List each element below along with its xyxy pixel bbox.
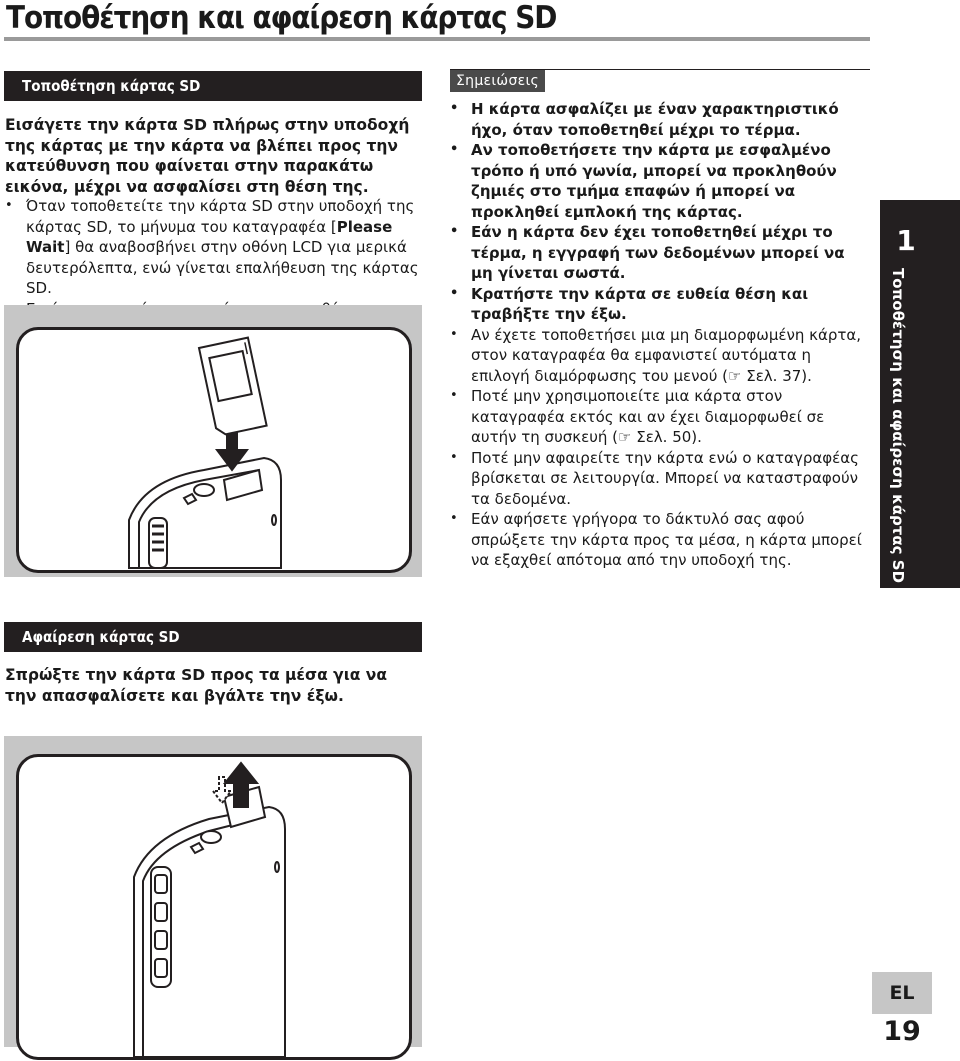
section-header-remove: Αφαίρεση κάρτας SD [4, 622, 422, 652]
note-item: • Αν έχετε τοποθετήσει μια μη διαμορφωμένη κάρτα, στον καταγραφέα θα εμφανιστεί αυτόματα η επιλογή διαμόρφωσης του μενού (☞ Σελ. 37). [450, 325, 870, 387]
page-number: 19 [883, 1016, 921, 1047]
note-item: • Εάν αφήσετε γρήγορα το δάκτυλό σας αφού σπρώξετε την κάρτα προς τα μέσα, η κάρτα μπορεί να εξαχθεί απότομα από την υποδοχή της. [450, 509, 870, 571]
figure-panel [16, 327, 412, 573]
notes-label: Σημειώσεις [450, 70, 545, 92]
notes-list [450, 99, 870, 571]
insert-bullet-1: • Όταν τοποθετείτε την κάρτα SD στην υποδοχή της κάρτας SD, το μήνυμα του καταγραφέα [Please Wait] θα αναβοσβήνει στην οθόνη LCD για μερικά δευτερόλεπτα, ενώ γίνεται επαλήθευση της κάρτας SD. [5, 196, 423, 299]
chapter-side-label: Τοποθέτηση και αφαίρεση κάρτας SD [889, 268, 907, 584]
remove-figure [4, 736, 422, 1047]
insert-figure [4, 305, 422, 577]
section-header-insert: Τοποθέτηση κάρτας SD [4, 71, 422, 101]
note-item: • Αν τοποθετήσετε την κάρτα με εσφαλμένο τρόπο ή υπό γωνία, μπορεί να προκληθούν ζημιές στο τμήμα επαφών ή μπορεί να προκληθεί εμπλοκή της κάρτας. [450, 140, 870, 222]
chapter-number: 1 [896, 224, 916, 257]
figure-panel [16, 754, 412, 1060]
note-item: • Κρατήστε την κάρτα σε ευθεία θέση και τραβήξτε την έξω. [450, 284, 870, 325]
note-item: • Ποτέ μην αφαιρείτε την κάρτα ενώ ο καταγραφέας βρίσκεται σε λειτουργία. Μπορεί να καταστραφούν τα δεδομένα. [450, 448, 870, 510]
note-item: • Η κάρτα ασφαλίζει με έναν χαρακτηριστικό ήχο, όταν τοποθετηθεί μέχρι το τέρμα. [450, 99, 870, 140]
title-rule [4, 37, 870, 41]
remove-lead-text: Σπρώξτε την κάρτα SD προς τα μέσα για να την απασφαλίσετε και βγάλτε την έξω. [5, 666, 388, 705]
insert-bullets [5, 196, 423, 319]
note-item: • Ποτέ μην χρησιμοποιείτε μια κάρτα στον καταγραφέα εκτός και αν έχει διαμορφωθεί σε αυτήν τη συσκευή (☞ Σελ. 50). [450, 386, 870, 448]
insert-lead-text: Εισάγετε την κάρτα SD πλήρως στην υποδοχή της κάρτας με την κάρτα να βλέπει προς την κατεύθυνση που φαίνεται στην παρακάτω εικόνα, μέχρι να ασφαλίσει στη θέση της. [5, 116, 410, 196]
note-item: • Εάν η κάρτα δεν έχει τοποθετηθεί μέχρι το τέρμα, η εγγραφή των δεδομένων μπορεί να μη γίνεται σωστά. [450, 222, 870, 284]
recorder-insert-illustration [19, 330, 409, 570]
language-badge: EL [872, 972, 932, 1014]
page-title: Τοποθέτηση και αφαίρεση κάρτας SD [6, 0, 557, 36]
recorder-remove-illustration [19, 757, 409, 1057]
